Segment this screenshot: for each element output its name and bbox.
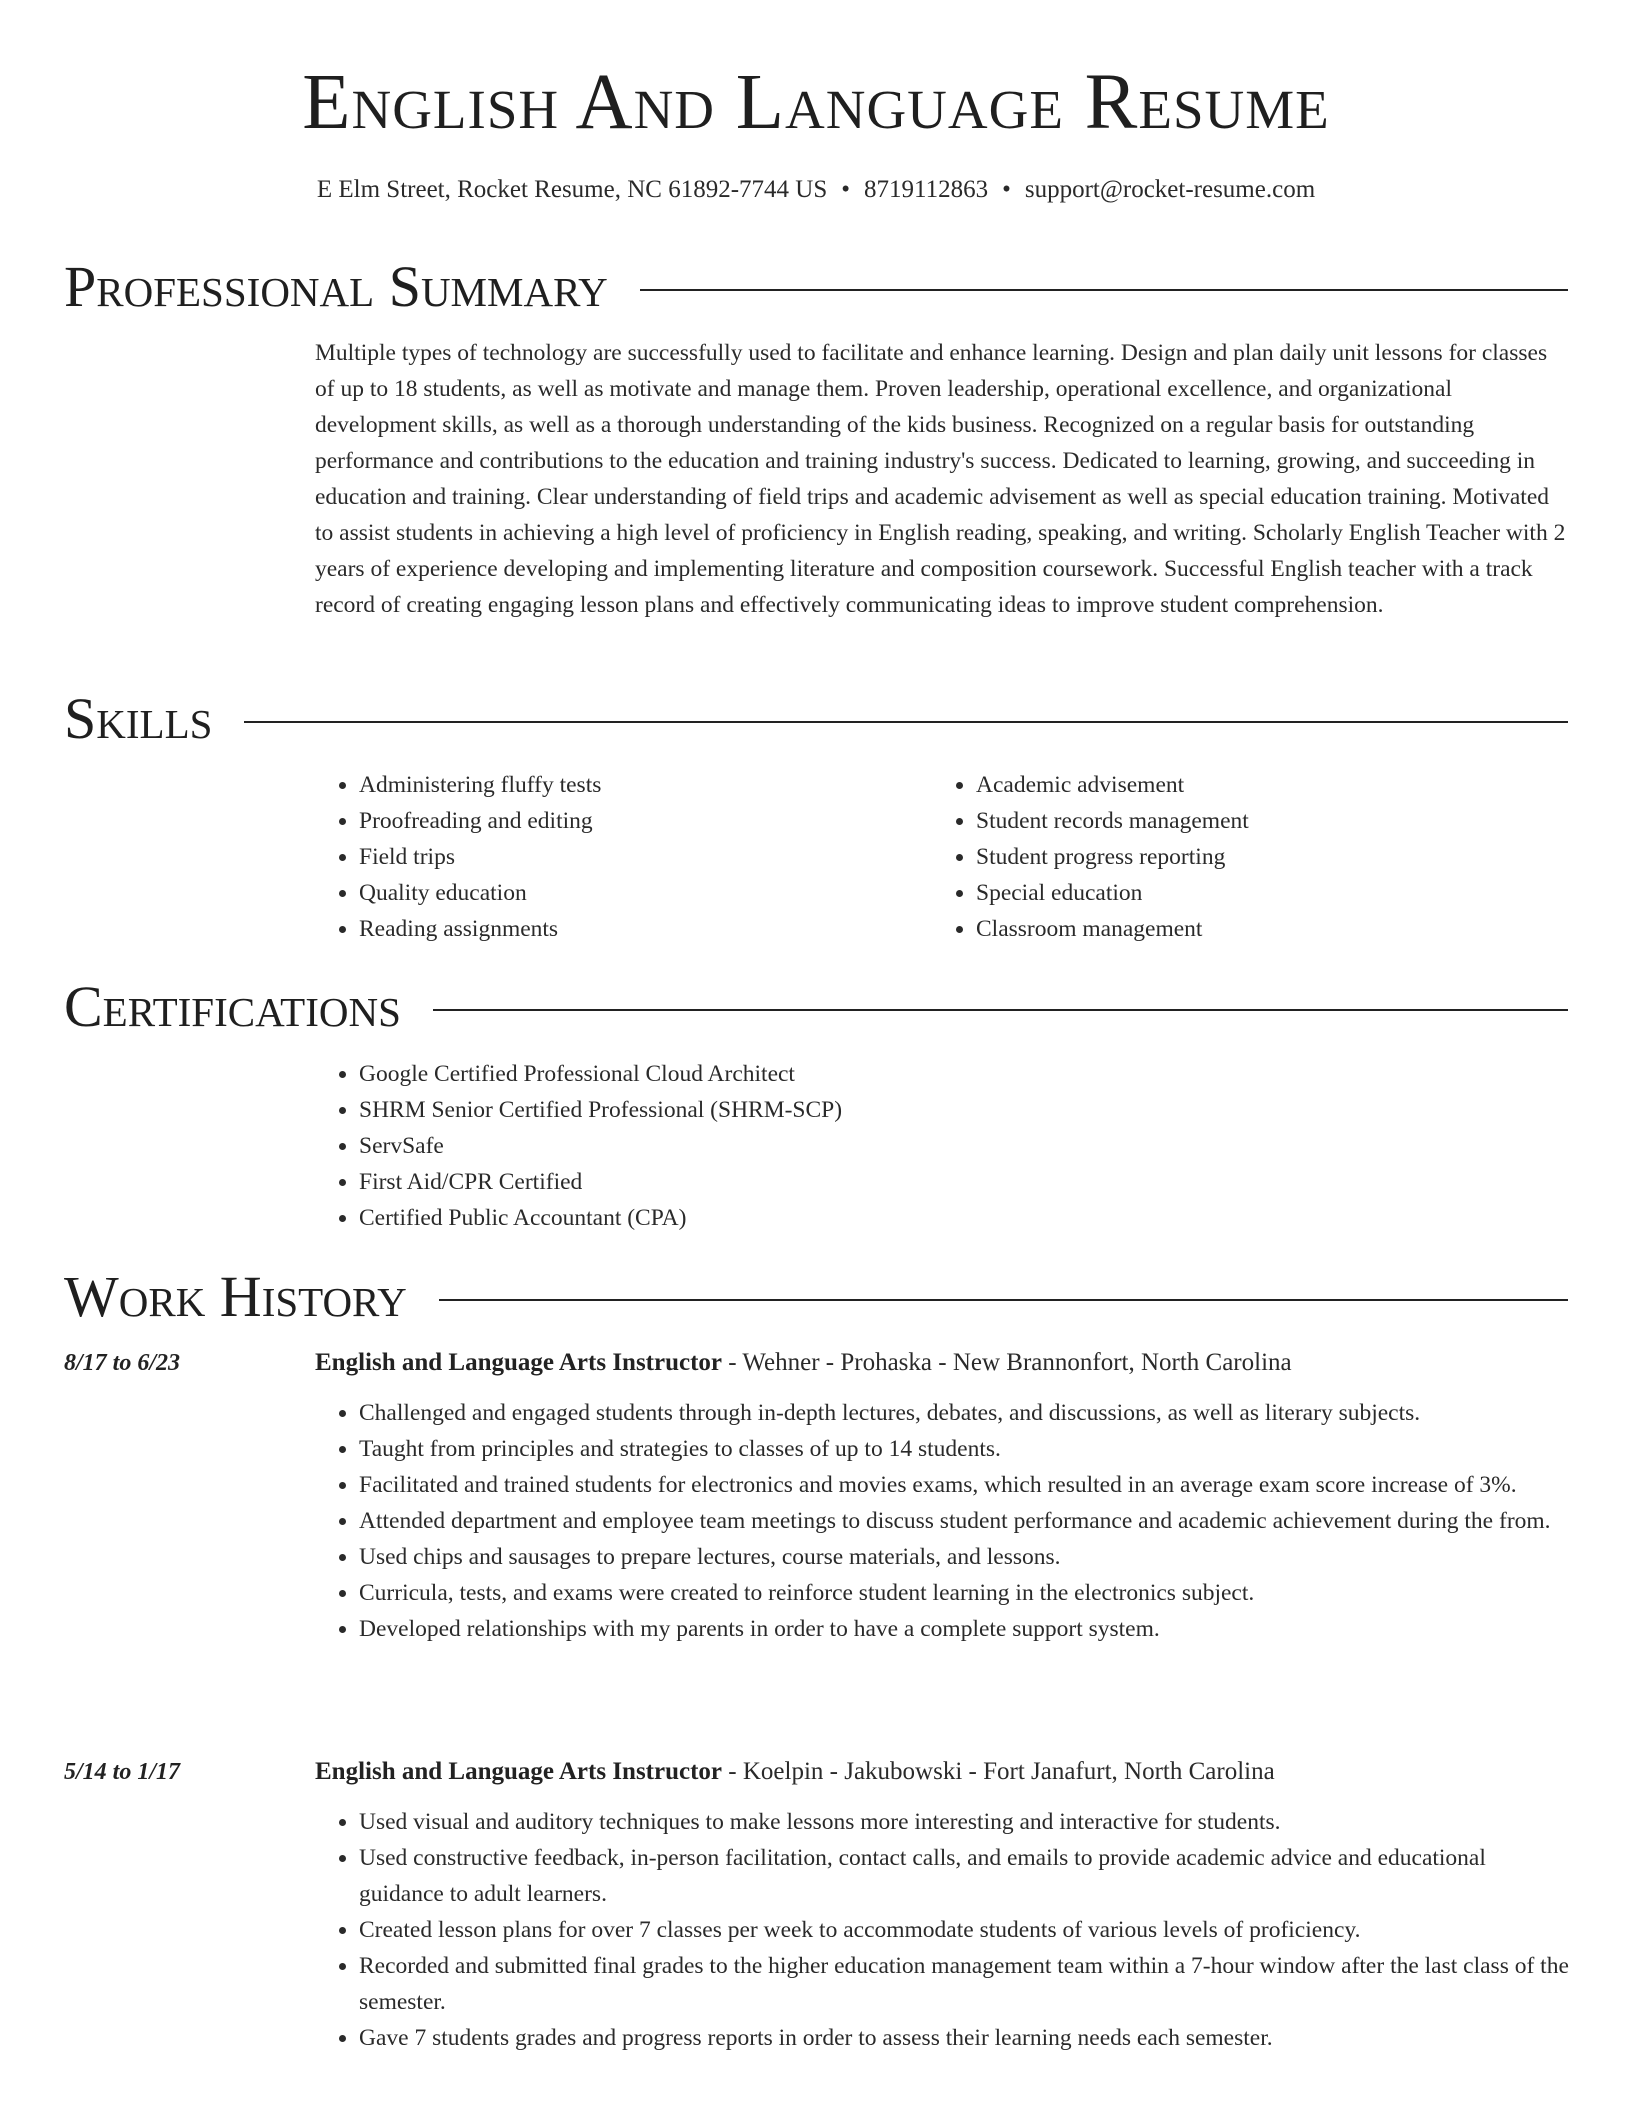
section-divider: [244, 721, 1568, 723]
skills-section-header: [64, 684, 1568, 754]
contact-phone: 8719112863: [864, 176, 989, 203]
job-employer-location: - Koelpin - Jakubowski - Fort Janafurt, North Carolina: [722, 1758, 1275, 1785]
contact-separator: •: [1002, 176, 1011, 203]
job-bullet: • Used visual and auditory techniques to make lessons more interesting and interactive for students.: [359, 1804, 1570, 1840]
summary-body: [315, 335, 1570, 623]
job-bullet: • Taught from principles and strategies to classes of up to 14 students.: [359, 1431, 1570, 1467]
skill-item: • Field trips: [359, 839, 932, 875]
job-dates: 5/14 to 1/17: [64, 1759, 181, 1785]
skill-item: • Quality education: [359, 875, 932, 911]
contact-line: [0, 174, 1632, 206]
section-divider: [640, 289, 1568, 291]
job-bullet: • Curricula, tests, and exams were created to reinforce student learning in the electronics subject.: [359, 1575, 1570, 1611]
job-entry: [315, 1754, 1570, 2056]
certifications-section-header: [64, 972, 1568, 1042]
job-bullet: • Gave 7 students grades and progress reports in order to assess their learning needs each semester.: [359, 2020, 1570, 2056]
job-bullet: • Used constructive feedback, in-person facilitation, contact calls, and emails to provide academic advice and educational guidance to adult learners.: [359, 1840, 1570, 1912]
skills-body: [315, 767, 1570, 947]
skills-heading: Skills: [64, 686, 213, 751]
job-bullet-list: [315, 1804, 1570, 2056]
job-dates: 8/17 to 6/23: [64, 1350, 181, 1376]
certifications-heading: Certifications: [64, 974, 401, 1039]
resume-name: English And Language Resume: [302, 59, 1330, 146]
job-bullet: • Attended department and employee team meetings to discuss student performance and academic achievement during the from.: [359, 1503, 1570, 1539]
job-title: English and Language Arts Instructor: [315, 1349, 723, 1376]
job-employer-location: - Wehner - Prohaska - New Brannonfort, North Carolina: [722, 1349, 1292, 1376]
certifications-list: [315, 1056, 1570, 1236]
job-bullet: • Developed relationships with my parents in order to have a complete support system.: [359, 1611, 1570, 1647]
job-bullet: • Facilitated and trained students for electronics and movies exams, which resulted in an average exam score increase of 3%.: [359, 1467, 1570, 1503]
job-bullet-list: [315, 1395, 1570, 1647]
job-entry: [315, 1345, 1570, 1647]
skill-item: • Proofreading and editing: [359, 803, 932, 839]
job-title: English and Language Arts Instructor: [315, 1758, 723, 1785]
contact-address: E Elm Street, Rocket Resume, NC 61892-7744 US: [316, 176, 828, 203]
certifications-body: [315, 1056, 1570, 1236]
skill-item: • Special education: [976, 875, 1549, 911]
skill-item: • Student progress reporting: [976, 839, 1549, 875]
skill-item: • Student records management: [976, 803, 1549, 839]
certification-item: • SHRM Senior Certified Professional (SHRM-SCP): [359, 1092, 1570, 1128]
certification-item: • First Aid/CPR Certified: [359, 1164, 1570, 1200]
section-divider: [433, 1009, 1568, 1011]
certification-item: • Certified Public Accountant (CPA): [359, 1200, 1570, 1236]
contact-separator: •: [841, 176, 850, 203]
contact-email[interactable]: support@rocket-resume.com: [1024, 176, 1316, 203]
job-title-line: [315, 1754, 1570, 1790]
skill-item: • Classroom management: [976, 911, 1549, 947]
certification-item: • Google Certified Professional Cloud Architect: [359, 1056, 1570, 1092]
skills-list-right: [932, 767, 1549, 947]
job-bullet: • Recorded and submitted final grades to the higher education management team within a 7-hour window after the last class of the semester.: [359, 1948, 1570, 2020]
section-divider: [439, 1299, 1568, 1301]
job-title-line: [315, 1345, 1570, 1381]
work-history-heading: Work History: [64, 1264, 407, 1329]
skill-item: • Reading assignments: [359, 911, 932, 947]
job-bullet: • Created lesson plans for over 7 classes per week to accommodate students of various levels of proficiency.: [359, 1912, 1570, 1948]
summary-section-header: [64, 252, 1568, 322]
job-bullet: • Used chips and sausages to prepare lectures, course materials, and lessons.: [359, 1539, 1570, 1575]
work-history-section-header: [64, 1262, 1568, 1332]
job-bullet: • Challenged and engaged students through in-depth lectures, debates, and discussions, as well as literary subjects.: [359, 1395, 1570, 1431]
skills-list-left: [315, 767, 932, 947]
skill-item: • Academic advisement: [976, 767, 1549, 803]
summary-text: Multiple types of technology are successfully used to facilitate and enhance learning. Design and plan daily unit lessons for classes of up to 18 students, as well as motivate and manage them. Proven leadership, operational excellence, and organizational development skills, as well as a thorough understanding of the kids business. Recognized on a regular basis for outstanding performance and contributions to the education and training industry's success. Dedicated to learning, growing, and succeeding in education and training. Clear understanding of field trips and academic advisement as well as special education training. Motivated to assist students in achieving a high level of proficiency in English reading, speaking, and writing. Scholarly English Teacher with 2 years of experience developing and implementing literature and composition coursework. Successful English teacher with a track record of creating engaging lesson plans and effectively communicating ideas to improve student comprehension.: [315, 340, 1566, 618]
certification-item: • ServSafe: [359, 1128, 1570, 1164]
summary-heading: Professional Summary: [64, 254, 608, 319]
skill-item: • Administering fluffy tests: [359, 767, 932, 803]
